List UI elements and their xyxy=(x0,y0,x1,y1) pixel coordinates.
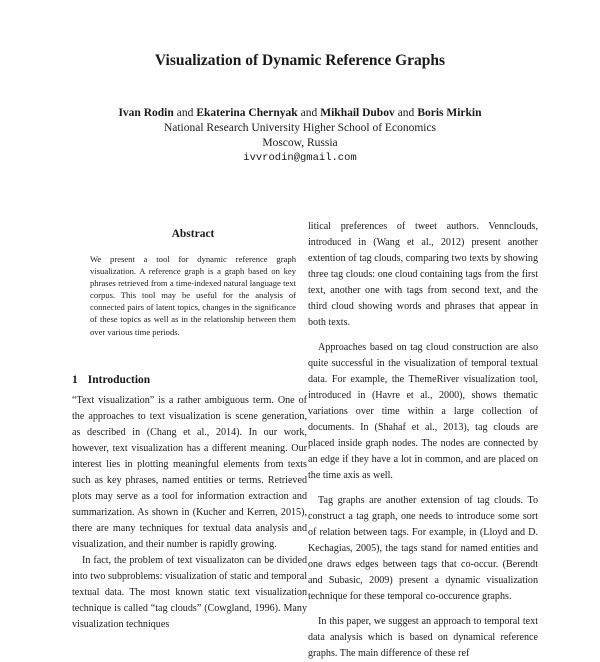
paper-title: Visualization of Dynamic Reference Graphs xyxy=(154,52,446,69)
author-email: ivvrodin@gmail.com xyxy=(243,152,357,164)
paragraph: litical preferences of tweet authors. Vennclouds, introduced in (Wang et al., 2012) present another extention of tag clouds, comparing two texts by showing three tag clouds: one cloud containing tags from the first text, another one with tags from second text, and the third cloud showing words and phrases that appear in both texts. xyxy=(308,221,538,328)
author-separator: and xyxy=(300,107,318,119)
section-number: 1 xyxy=(72,374,78,386)
author-separator: and xyxy=(176,107,194,119)
paragraph: Approaches based on tag cloud construction are also quite successful in the visualization of temporal textual data. For example, the ThemeRiver visualization tool, introduced in (Havre et al., 2000), shows thematic variations over time within a large collection of documents. In (Shahaf et al., 2013), tag clouds are placed inside graph nodes. The nodes are connected by an edge if they have a lot in common, and are placed on the time axis as well. xyxy=(308,342,538,481)
section-heading xyxy=(72,374,150,386)
abstract-heading: Abstract xyxy=(171,228,215,240)
author-name: Ekaterina Chernyak xyxy=(196,107,298,119)
right-column xyxy=(308,219,538,662)
section-title: Introduction xyxy=(87,374,151,386)
author-name: Boris Mirkin xyxy=(417,107,482,119)
location: Moscow, Russia xyxy=(262,137,338,149)
author-name: Mikhail Dubov xyxy=(320,107,395,119)
author-name: Ivan Rodin xyxy=(118,107,174,119)
paragraph: In fact, the problem of text visualizaton can be divided into two subproblems: visualization of static and temporal textual data. The most known static text visualization technique is called “tag clouds” (Cowgland, 1996). Many visualization techniques xyxy=(72,555,307,630)
author-separator: and xyxy=(397,107,415,119)
paragraph: Tag graphs are another extension of tag clouds. To construct a tag graph, one needs to introduce some sort of relation between tags. For example, in (Lloyd and D. Kechagias, 2005), the tags stand for named entities and one draws edges between tags that co-occur. (Berendt and Subasic, 2009) present a dynamic visualization technique for these temporal co-occurence graphs. xyxy=(308,495,538,602)
left-column xyxy=(72,393,307,633)
abstract-body: We present a tool for dynamic reference graph visualization. A reference graph is a graph based on key phrases retrieved from a time-indexed natural language text corpus. This tool may be useful for the analysis of connected pairs of latent topics, changes in the significance of these topics as well as in the relationship between them over various time periods. xyxy=(90,254,296,337)
paragraph: In this paper, we suggest an approach to temporal text data analysis which is based on dynamical reference graphs. The main difference of these ref xyxy=(308,616,538,659)
affiliation: National Research University Higher School of Economics xyxy=(163,122,437,134)
author-list xyxy=(0,106,600,121)
paragraph: “Text visualization” is a rather ambiguous term. One of the approaches to text visualization is scene generation, as described in (Chang et al., 2014). In our work, however, text visualization has a different meaning. Our interest lies in plotting meaningful elements from texts such as key phrases, named entities or terms. Retrieved plots may serve as a tool for information extraction and summarization. As shown in (Kucher and Kerren, 2015), there are many techniques for textual data analysis and visualization, and their number is rapidly growing. xyxy=(72,395,307,550)
